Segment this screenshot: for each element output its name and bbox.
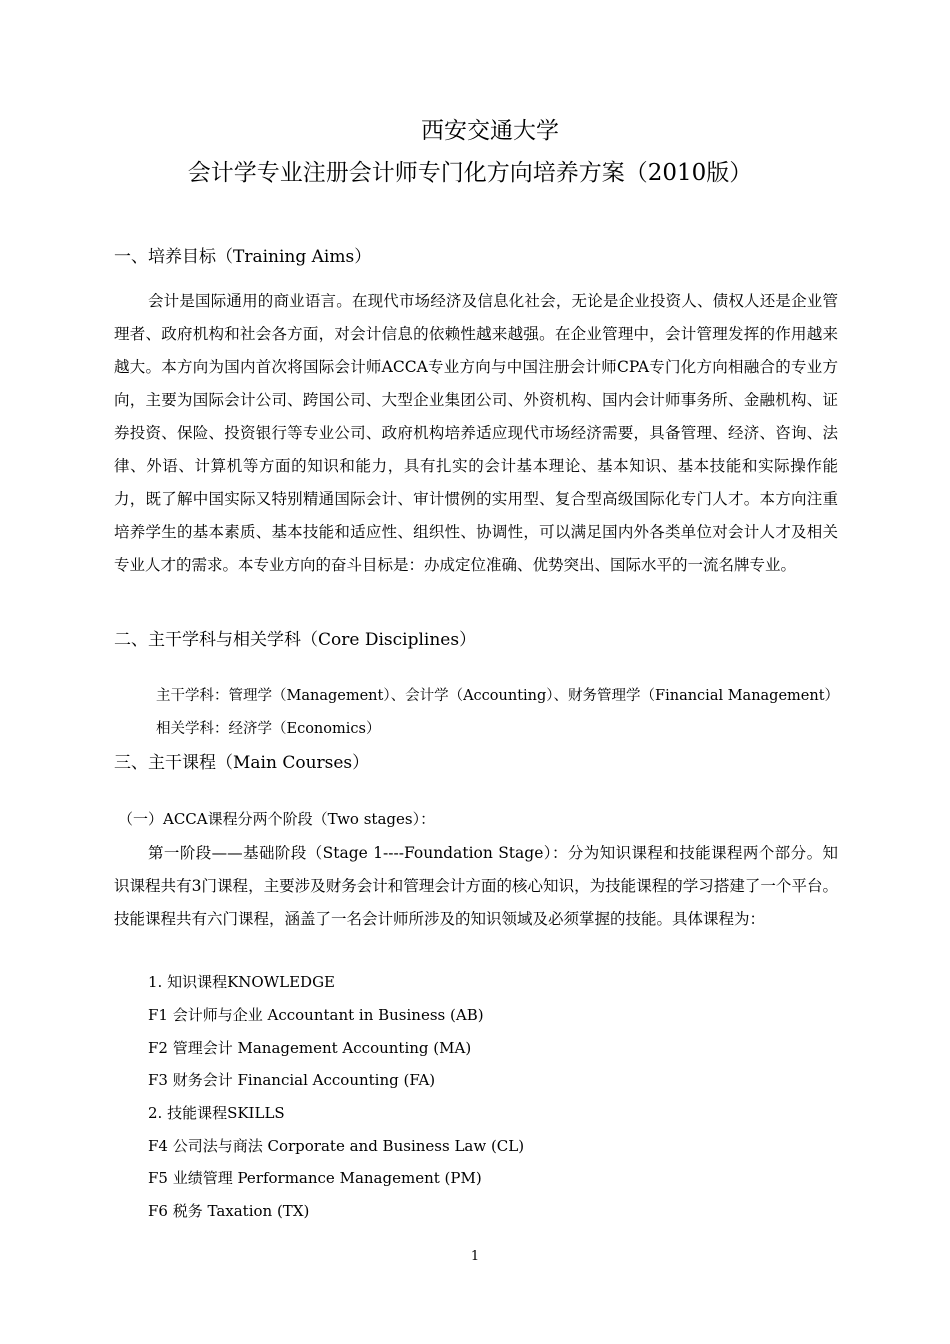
foundation-stage-paragraph — [114, 837, 838, 936]
list-item: F2 管理会计 Management Accounting (MA) — [148, 1039, 472, 1057]
paragraph-text: 第一阶段——基础阶段（Stage 1----Foundation Stage）：分为知识课程和技能课程两个部分。知识课程共有3门课程，主要涉及财务会计和管理会计方面的核心知识，为技能课程的学习搭建了一个平台。技能课程共有六门课程，涵盖了一名会计师所涉及的知识领域及必须掌握的技能。具体课程为： — [114, 844, 838, 928]
acca-stages-subheading: （一）ACCA课程分两个阶段（Two stages）： — [118, 810, 436, 828]
section-heading-core-disciplines: 二、主干学科与相关学科（Core Disciplines） — [114, 630, 477, 650]
document-title-program: 会计学专业注册会计师专门化方向培养方案（2010版） — [187, 160, 753, 186]
list-item: F5 业绩管理 Performance Management (PM) — [148, 1169, 482, 1187]
document-title-university: 西安交通大学 — [421, 118, 559, 144]
list-item: 1. 知识课程KNOWLEDGE — [148, 973, 335, 991]
page-number: 1 — [470, 1249, 480, 1264]
paragraph-text: 会计是国际通用的商业语言。在现代市场经济及信息化社会，无论是企业投资人、债权人还是企业管理者、政府机构和社会各方面，对会计信息的依赖性越来越强。在企业管理中，会计管理发挥的作用越来越大。本方向为国内首次将国际会计师ACCA专业方向与中国注册会计师CPA专门化方向相融合的专业方向，主要为国际会计公司、跨国公司、大型企业集团公司、外资机构、国内会计师事务所、金融机构、证券投资、保险、投资银行等专业公司、政府机构培养适应现代市场经济需要，具备管理、经济、咨询、法律、外语、计算机等方面的知识和能力，具有扎实的会计基本理论、基本知识、基本技能和实际操作能力，既了解中国实际又特别精通国际会计、审计惯例的实用型、复合型高级国际化专门人才。本方向注重培养学生的基本素质、基本技能和适应性、组织性、协调性，可以满足国内外各类单位对会计人才及相关专业人才的需求。本专业方向的奋斗目标是：办成定位准确、优势突出、国际水平的一流名牌专业。 — [114, 292, 838, 574]
related-disciplines-line: 相关学科：经济学（Economics） — [156, 721, 381, 737]
main-disciplines-line: 主干学科：管理学（Management）、会计学（Accounting）、财务管理学（Financial Management） — [156, 688, 840, 704]
list-item: F4 公司法与商法 Corporate and Business Law (CL) — [148, 1137, 525, 1155]
training-aims-paragraph — [114, 285, 838, 582]
list-item: F6 税务 Taxation (TX) — [148, 1202, 310, 1220]
section-heading-main-courses: 三、主干课程（Main Courses） — [114, 753, 370, 773]
section-heading-training-aims: 一、培养目标（Training Aims） — [114, 247, 372, 267]
list-item: F3 财务会计 Financial Accounting (FA) — [148, 1071, 436, 1089]
list-item: F1 会计师与企业 Accountant in Business (AB) — [148, 1006, 484, 1024]
list-item: 2. 技能课程SKILLS — [148, 1104, 285, 1122]
